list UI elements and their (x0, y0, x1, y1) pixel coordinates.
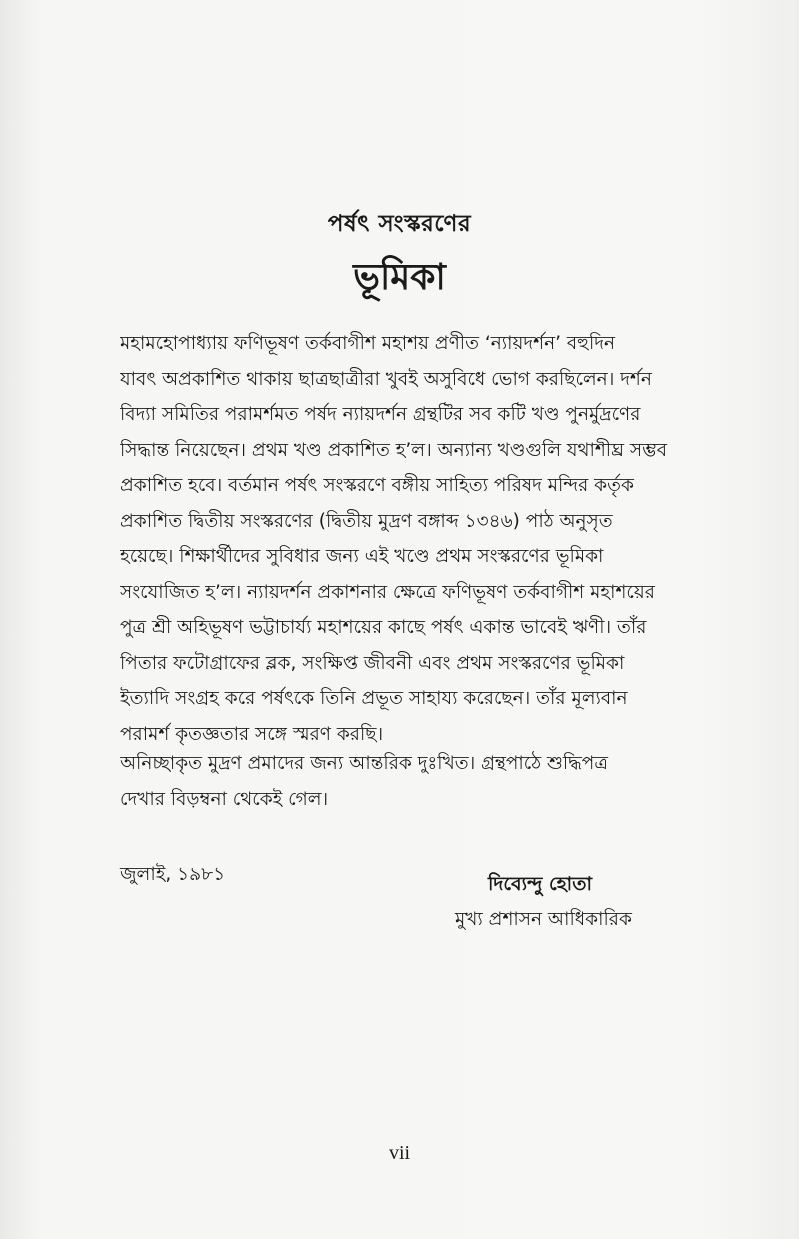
paragraph-1 (120, 326, 710, 752)
paragraph-line: পুত্র শ্রী অহিভূষণ ভট্টাচার্য্য মহাশয়ের কাছে পর্ষৎ একান্ত ভাবেই ঋণী। তাঁর (120, 617, 647, 638)
paragraph-line: হয়েছে। শিক্ষার্থীদের সুবিধার জন্য এই খণ্ডে প্রথম সংস্করণের ভূমিকা (120, 546, 604, 567)
paragraph-2 (120, 746, 710, 817)
page-number: vii (388, 1142, 411, 1164)
paragraph-line: সিদ্ধান্ত নিয়েছেন। প্রথম খণ্ড প্রকাশিত হ’ল। অন্যান্য খণ্ডগুলি যথাশীঘ্র সম্ভব (120, 439, 668, 461)
paragraph-line: বিদ্যা সমিতির পরামর্শমত পর্ষদ ন্যায়দর্শন গ্রন্থটির সব কটি খণ্ড পুনর্মুদ্রণের (120, 404, 641, 425)
paragraph-line: প্রকাশিত হবে। বর্তমান পর্ষৎ সংস্করণে বঙ্গীয় সাহিত্য পরিষদ মন্দির কর্তৃক (120, 475, 634, 496)
paragraph-line: পরামর্শ কৃতজ্ঞতার সঙ্গে স্মরণ করছি। (120, 723, 384, 745)
paragraph-line: অনিচ্ছাকৃত মুদ্রণ প্রমাদের জন্য আন্তরিক দুঃখিত। গ্রন্থপাঠে শুদ্ধিপত্র (120, 753, 608, 774)
paragraph-line: সংযোজিত হ’ল। ন্যায়দর্শন প্রকাশনার ক্ষেত্রে ফণিভূষণ তর্কবাগীশ মহাশয়ের (120, 581, 655, 603)
signatory-title: মুখ্য প্রশাসন আধিকারিক (455, 909, 632, 930)
paragraph-line: যাবৎ অপ্রকাশিত থাকায় ছাত্রছাত্রীরা খুবই অসুবিধে ভোগ করছিলেন। দর্শন (120, 368, 652, 390)
signatory-name: দিব্যেন্দু হোতা (488, 873, 592, 895)
paragraph-line: ইত্যাদি সংগ্রহ করে পর্ষৎকে তিনি প্রভূত সাহায্য করেছেন। তাঁর মূল্যবান (120, 688, 628, 709)
paragraph-line: মহামহোপাধ্যায় ফণিভূষণ তর্কবাগীশ মহাশয় প্রণীত ‘ন্যায়দর্শন’ বহুদিন (120, 333, 616, 354)
page-title: ভূমিকা (353, 257, 446, 298)
paragraph-line: প্রকাশিত দ্বিতীয় সংস্করণের (দ্বিতীয় মুদ্রণ বঙ্গাব্দ ১৩৪৬) পাঠ অনুসৃত (120, 510, 613, 532)
section-subtitle: পর্ষৎ সংস্করণের (327, 211, 472, 237)
paragraph-line: পিতার ফটোগ্রাফের ব্লক, সংক্ষিপ্ত জীবনী এবং প্রথম সংস্করণের ভূমিকা (120, 652, 625, 674)
date-line: জুলাই, ১৯৮১ (120, 864, 226, 885)
paragraph-line: দেখার বিড়ম্বনা থেকেই গেল। (120, 788, 329, 810)
